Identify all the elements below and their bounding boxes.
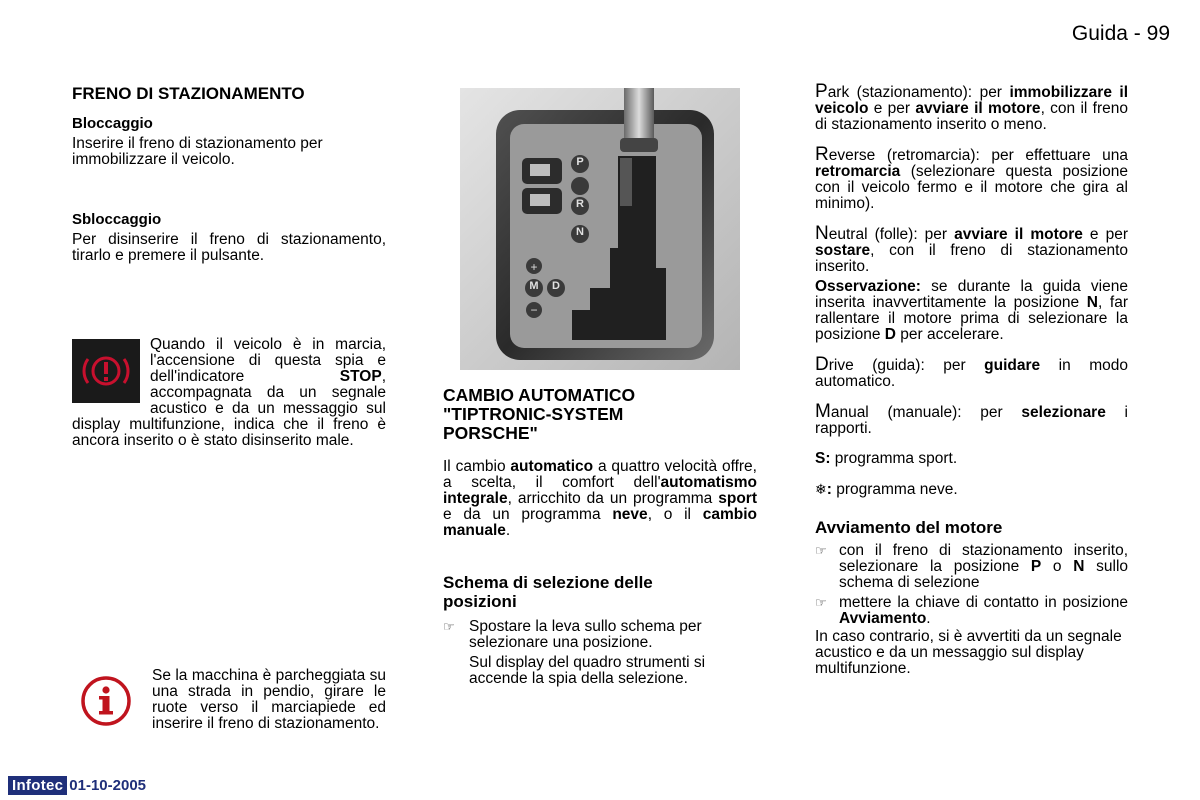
drive-description: Drive (guida): per guidare in modo automatico. [815, 354, 1128, 390]
gear-label-r: R [576, 198, 584, 210]
schema-heading: Schema di selezione delle posizioni [443, 573, 653, 611]
gearbox-intro: Il cambio automatico a quattro velocità offre, a scelta, il comfort dell'automatismo integrale, arricchito da un programma sport e da un programma neve, o il cambio manuale. [443, 458, 758, 539]
park-description: Park (stazionamento): per immobilizzare il veicolo e per avviare il motore, con il freno di stazionamento inserito o meno. [815, 81, 1129, 133]
bullet-note: Sul display del quadro strumenti si accende la spia della selezione. [469, 654, 706, 687]
section-title-parking-brake: FRENO DI STAZIONAMENTO [72, 84, 305, 103]
pointing-hand-icon: ☞ [443, 619, 455, 634]
section-title-automatic-gearbox: CAMBIO AUTOMATICO "TIPTRONIC-SYSTEM PORSCHE" [443, 385, 636, 443]
lock-text: Inserire il freno di stazionamento per immobilizzare il veicolo. [72, 135, 323, 168]
unlock-heading: Sbloccaggio [72, 211, 162, 228]
reverse-description: Reverse (retromarcia): per effettuare una retromarcia (selezionare questa posizione con il veicolo fermo e il motore che gira al minimo). [815, 144, 1128, 212]
snow-program: ❄: programma neve. [815, 481, 958, 498]
warning-text: Quando il veicolo è in marcia, l'accensione di questa spia e dell'indicatore STOP, accompagnata da un segnale acustico e da un messaggio sul display multifunzione, indica che il freno è ancora inserito o è stato disinserito male. [72, 336, 386, 449]
page-header [1072, 22, 1170, 46]
column-middle [443, 386, 757, 687]
manual-description: Manual (manuale): per selezionare i rapporti. [815, 401, 1129, 437]
gear-label-p: P [576, 156, 584, 168]
sport-program: S: programma sport. [815, 450, 958, 467]
column-right [815, 81, 1129, 677]
svg-text:−: − [530, 303, 538, 317]
svg-text:+: + [530, 260, 538, 274]
page-footer [8, 776, 146, 795]
closing-text: In caso contrario, si è avvertiti da un segnale acustico e da un messaggio sul display multifunzione. [815, 628, 1122, 677]
list-item: ☞ con il freno di stazionamento inserito, selezionare la posizione P o N sullo schema di selezione [815, 542, 1129, 591]
lock-heading: Bloccaggio [72, 115, 153, 132]
gear-label-n: N [576, 226, 584, 238]
observation-note: Osservazione: se durante la guida viene inserita inavvertitamente la posizione N, far rallentare il motore prima di selezionare la posizione D per accelerare. [815, 278, 1129, 343]
gear-selector-image [460, 88, 740, 370]
info-text: Se la macchina è parcheggiata su una strada in pendio, girare le ruote verso il marciapiede ed inserire il freno di stazionamento. [152, 667, 386, 732]
section-title: Guida [1071, 22, 1128, 45]
unlock-text: Per disinserire il freno di stazionamento, tirarlo e premere il pulsante. [72, 231, 386, 264]
pointing-hand-icon: ☞ [815, 595, 827, 610]
gear-label-d: D [552, 280, 560, 292]
column-left [72, 84, 386, 264]
header-separator: - [1133, 22, 1141, 45]
list-item: ☞ Spostare la leva sullo schema per selezionare una posizione. Sul display del quadro strumenti si accende la spia della selezione. [443, 619, 757, 687]
list-item: ☞ mettere la chiave di contatto in posizione Avviamento. [815, 594, 1128, 627]
infotec-logo: Infotec [8, 776, 67, 795]
footer-date: 01-10-2005 [69, 777, 147, 794]
pointing-hand-icon: ☞ [815, 543, 827, 558]
page-number: 99 [1146, 22, 1170, 45]
stop-indicator-label: STOP [339, 368, 382, 385]
snowflake-icon: ❄ [815, 481, 827, 497]
engine-start-heading: Avviamento del motore [815, 518, 1003, 537]
gear-label-m: M [529, 280, 539, 292]
info-icon [80, 675, 132, 727]
neutral-description: Neutral (folle): per avviare il motore e per sostare, con il freno di stazionamento inserito. [815, 223, 1128, 275]
